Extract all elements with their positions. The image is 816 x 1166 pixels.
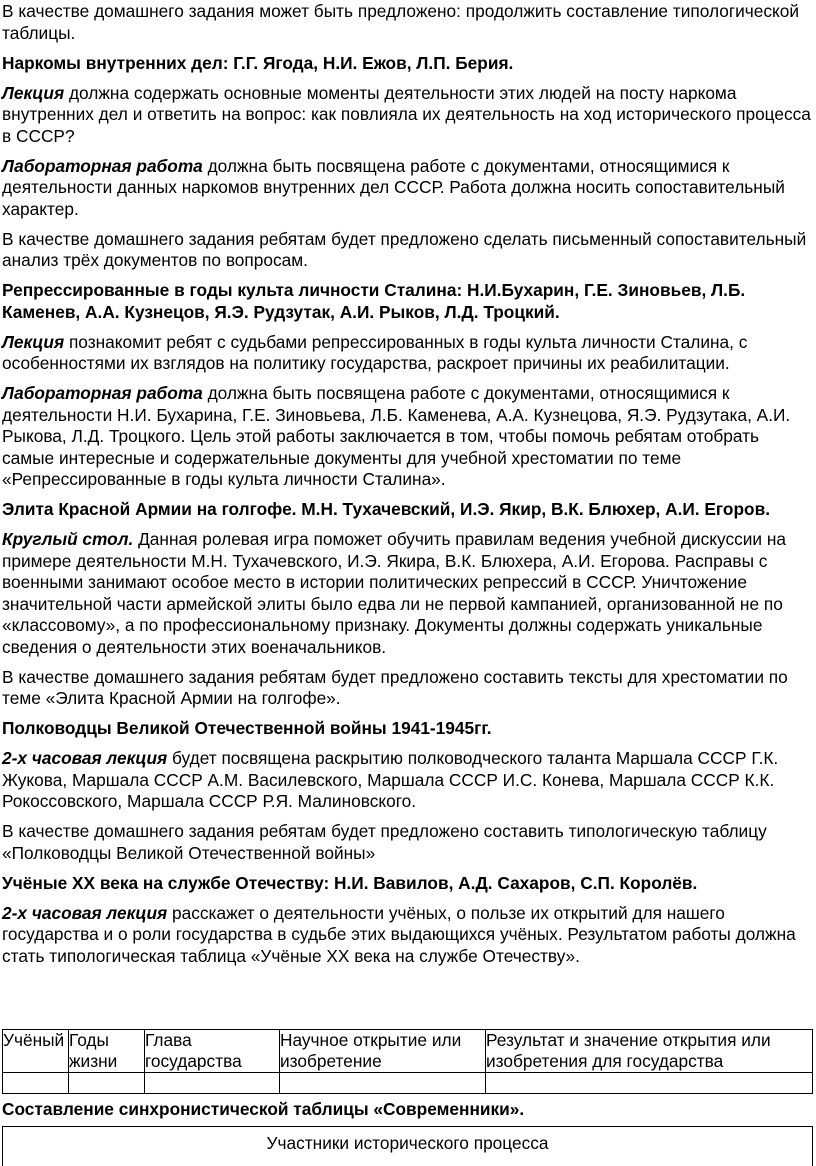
round-table-text: Данная ролевая игра поможет обучить правилам ведения учебной дискуссии на примере деятельности М.Н. Тухачевского, И.Э. Якира, В.К. Блюхера, А.И. Егорова. Расправы с военными занимают особое место в истории политических репрессий в СССР. Уничтожение значительной части армейской элиты было едва ли не первой кампанией, организованной не по «классовому», а по профессиональному признаку. Документы должны содержать уникальные сведения о деятельности этих военачальников. [2,529,787,657]
paragraph-homework-1: В качестве домашнего задания ребятам будет предложено сделать письменный сопоставительный анализ трёх документов по вопросам. [2,228,807,270]
table-header-cell: Учёный [3,1030,69,1073]
lecture-label: 2-х часовая лекция [2,748,168,768]
lab-text: должна быть посвящена работе с документами, относящимися к деятельности данных наркомов внутренних дел СССР. Работа должна носить сопоставительный характер. [2,155,785,219]
lecture-label: Лекция [2,331,65,352]
heading-repressed: Репрессированные в годы культа личности Сталина: Н.И.Бухарин, Г.Е. Зиновьев, Л.Б. Каменев, А.А. Кузнецов, Я.Э. Рудзутак, А.И. Рыков, Л.Д. Троцкий. [2,280,746,322]
paragraph-homework-intro: В качестве домашнего задания может быть предложено: продолжить составление типологической таблицы. [2,1,800,43]
paragraph-lab-2 [2,383,814,491]
table-header-cell: Глава государства [145,1030,280,1073]
lecture-text: должна содержать основные моменты деятельности этих людей на посту наркома внутренних дел и ответить на вопрос: как повлияла их деятельность на ход исторического процесса в СССР? [2,82,811,146]
heading-scientists: Учёные XX века на службе Отечеству: Н.И. Вавилов, А.Д. Сахаров, С.П. Королёв. [2,872,698,893]
paragraph-homework-3: В качестве домашнего задания ребятам будет предложено составить типологическую таблицу «Полководцы Великой Отечественной войны» [2,821,767,863]
table-row [3,1073,813,1094]
paragraph-lecture-3 [2,748,814,813]
table-header-row [3,1030,813,1073]
lecture-text: расскажет о деятельности учёных, о пользе их открытий для нашего государства и о роли государства в судьбе этих выдающихся учёных. Результатом работы должна стать типологическая таблица «Учёные XX века на службе Отечеству». [2,902,796,966]
heading-nkvd: Наркомы внутренних дел: Г.Г. Ягода, Н.И. Ежов, Л.П. Берия. [2,52,514,73]
lab-text: должна быть посвящена работе с документами, относящимися к деятельности Н.И. Бухарина, Г.Е. Зиновьева, Л.Б. Каменева, А.А. Кузнецова, Я.Э. Рудзутака, А.И. Рыкова, Л.Д. Троцкого. Цель этой работы заключается в том, чтобы помочь ребятам отобрать самые интересные и содержательные документы для учебной хрестоматии по теме «Репрессированные в годы культа личности Сталина». [2,383,791,489]
paragraph-homework-2: В качестве домашнего задания ребятам будет предложено составить тексты для хрестоматии по теме «Элита Красной Армии на голгофе». [2,666,788,708]
table-header-cell: Участники исторического процесса [3,1127,813,1166]
table-header-cell: Научное открытие или изобретение [280,1030,486,1073]
table-cell [280,1073,486,1094]
contemporaries-table [2,1126,813,1166]
table-cell [486,1073,813,1094]
lab-label: Лабораторная работа [2,155,203,176]
lecture-text: будет посвящена раскрытию полководческого таланта Маршала СССР Г.К. Жукова, Маршала СССР А.М. Василевского, Маршала СССР И.С. Конева, Маршала СССР К.К. Рокоссовского, Маршала СССР Р.Я. Малиновского. [2,748,779,811]
table-header-cell: Результат и значение открытия или изобретения для государства [486,1030,813,1073]
table-header-cell: Годы жизни [69,1030,145,1073]
table-header-row [3,1127,813,1166]
heading-contemporaries: Составление синхронистической таблицы «Современники». [2,1099,525,1119]
lecture-text: познакомит ребят с судьбами репрессированных в годы культа личности Сталина, с особенностями их взглядов на политику государства, раскроет причины их реабилитации. [2,331,748,373]
round-table-label: Круглый стол. [2,529,134,549]
table-cell [3,1073,69,1094]
paragraph-lecture-2 [2,332,814,375]
paragraph-lecture-4 [2,903,814,968]
heading-generals: Полководцы Великой Отечественной войны 1941-1945гг. [2,718,492,738]
table-cell [69,1073,145,1094]
lecture-label: 2-х часовая лекция [2,902,168,923]
heading-red-army-elite: Элита Красной Армии на голгофе. М.Н. Тухачевский, И.Э. Якир, В.К. Блюхер, А.И. Егоров. [2,499,770,519]
paragraph-lecture-1 [2,83,814,148]
paragraph-round-table [2,529,814,658]
table-cell [145,1073,280,1094]
scientists-table [2,1029,813,1094]
lab-label: Лабораторная работа [2,383,203,403]
lecture-label: Лекция [2,82,65,103]
paragraph-lab-1 [2,156,814,221]
